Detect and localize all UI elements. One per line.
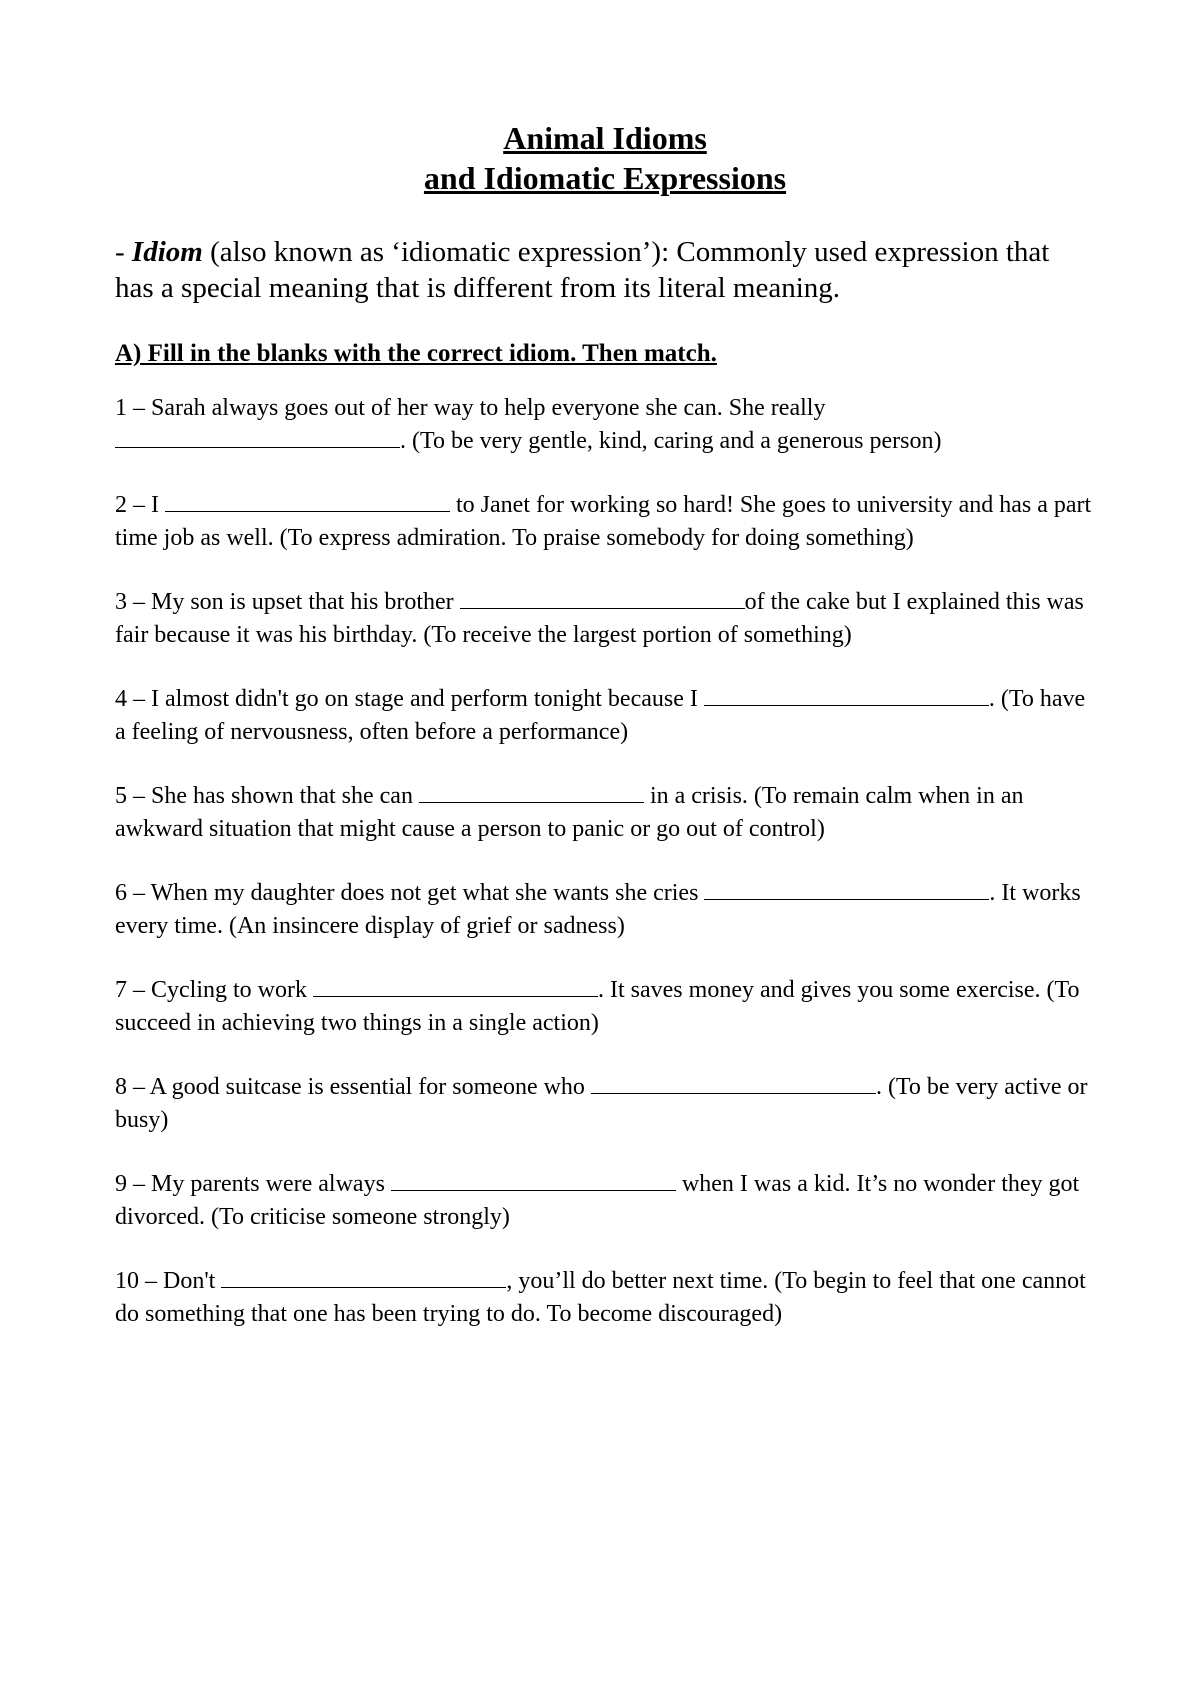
page-title xyxy=(115,118,1095,198)
definition-term: Idiom xyxy=(131,236,203,268)
exercise-instruction: A) Fill in the blanks with the correct idiom. Then match. xyxy=(115,340,717,367)
item-text-after: in a crisis. (To remain calm when in an awkward situation that might cause a person to panic or go out of control) xyxy=(115,783,1024,842)
exercise-item-6 xyxy=(115,877,1095,943)
item-text-after: when I was a kid. It’s no wonder they got divorced. (To criticise someone strongly) xyxy=(115,1171,1080,1230)
item-text-before: 4 – I almost didn't go on stage and perform tonight because I xyxy=(115,686,704,712)
answer-blank[interactable] xyxy=(115,425,400,448)
item-text-before: 5 – She has shown that she can xyxy=(115,783,419,809)
item-text-before: 6 – When my daughter does not get what she wants she cries xyxy=(115,880,705,906)
item-text-after: . It works every time. (An insincere display of grief or sadness) xyxy=(115,880,1081,939)
definition-text: (also known as ‘idiomatic expression’): Commonly used expression that has a special meaning that is different from its literal meaning. xyxy=(115,236,1050,304)
answer-blank[interactable] xyxy=(391,1168,676,1191)
item-text-after: of the cake but I explained this was fair because it was his birthday. (To receive the largest portion of something) xyxy=(115,589,1084,648)
exercise-item-5 xyxy=(115,780,1095,846)
item-text-before: 9 – My parents were always xyxy=(115,1171,391,1197)
exercise-item-3 xyxy=(115,586,1095,652)
exercise-item-4 xyxy=(115,683,1095,749)
answer-blank[interactable] xyxy=(313,974,598,997)
exercise-item-1 xyxy=(115,392,1095,458)
answer-blank[interactable] xyxy=(591,1071,876,1094)
answer-blank[interactable] xyxy=(460,586,745,609)
definition-prefix: - xyxy=(115,236,132,268)
item-text-before: 7 – Cycling to work xyxy=(115,977,313,1003)
worksheet-page xyxy=(115,118,1095,1362)
item-text-after: , you’ll do better next time. (To begin to feel that one cannot do something that one has been trying to do. To become discouraged) xyxy=(115,1268,1086,1327)
item-text-after: . It saves money and gives you some exercise. (To succeed in achieving two things in a single action) xyxy=(115,977,1080,1036)
exercise-item-8 xyxy=(115,1071,1095,1137)
item-text-after: . (To have a feeling of nervousness, often before a performance) xyxy=(115,686,1086,745)
answer-blank[interactable] xyxy=(221,1265,506,1288)
exercise-item-2 xyxy=(115,489,1095,555)
item-text-after: . (To be very gentle, kind, caring and a generous person) xyxy=(400,428,942,454)
idiom-definition xyxy=(115,234,1095,306)
item-text-before: 1 – Sarah always goes out of her way to help everyone she can. She really xyxy=(115,395,826,421)
title-line-2: and Idiomatic Expressions xyxy=(423,160,787,196)
item-text-before: 3 – My son is upset that his brother xyxy=(115,589,460,615)
answer-blank[interactable] xyxy=(419,780,644,803)
item-text-after: . (To be very active or busy) xyxy=(115,1074,1088,1133)
answer-blank[interactable] xyxy=(165,489,450,512)
answer-blank[interactable] xyxy=(704,683,989,706)
item-text-after: to Janet for working so hard! She goes to university and has a part time job as well. (To express admiration. To praise somebody for doing something) xyxy=(115,492,1092,551)
answer-blank[interactable] xyxy=(704,877,989,900)
item-text-before: 8 – A good suitcase is essential for someone who xyxy=(115,1074,591,1100)
exercise-item-9 xyxy=(115,1168,1095,1234)
item-text-before: 2 – I xyxy=(115,492,165,518)
item-text-before: 10 – Don't xyxy=(115,1268,222,1294)
exercise-item-10 xyxy=(115,1265,1095,1331)
exercise-items xyxy=(115,392,1095,1331)
exercise-item-7 xyxy=(115,974,1095,1040)
title-line-1: Animal Idioms xyxy=(503,120,707,156)
